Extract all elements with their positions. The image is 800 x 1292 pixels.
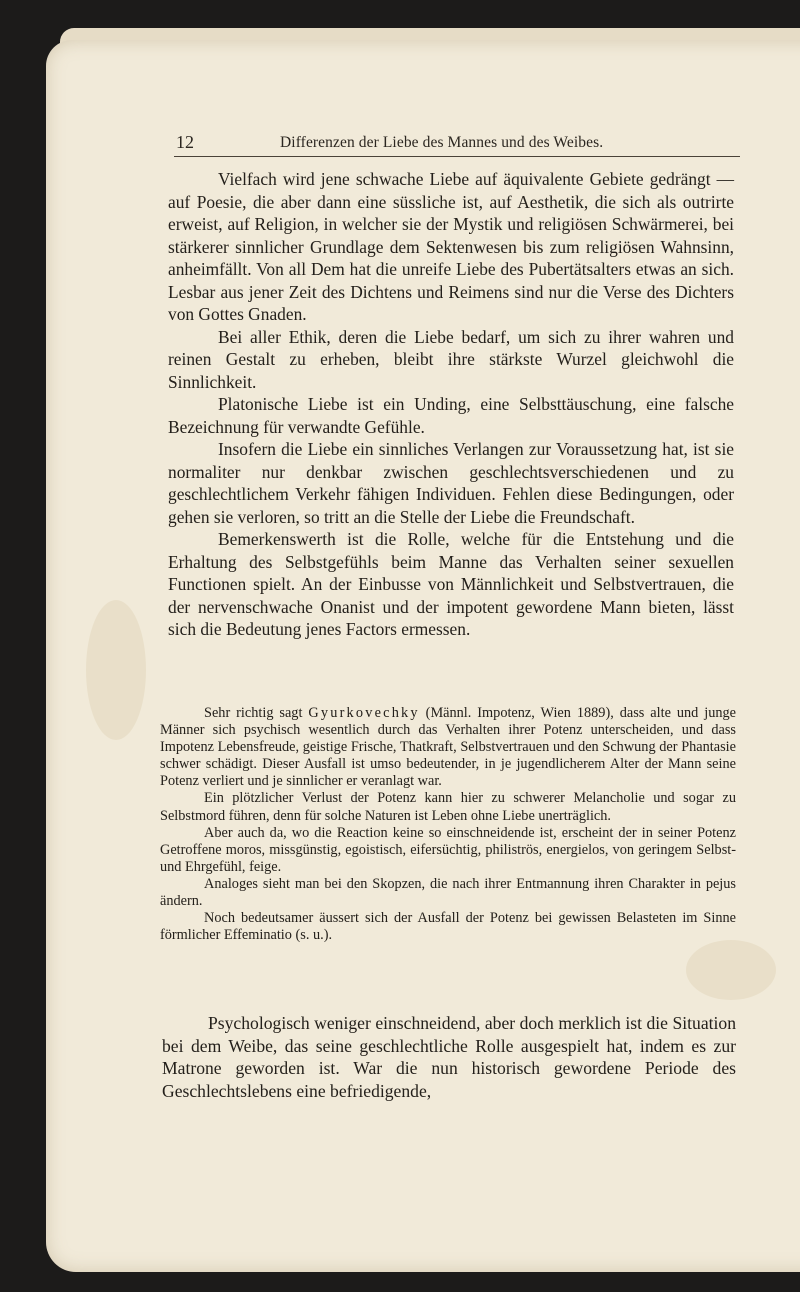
footnote-text: Sehr richtig sagt bbox=[204, 705, 309, 721]
page-number: 12 bbox=[176, 132, 194, 152]
author-name: Gyurkovechky bbox=[308, 705, 420, 721]
body-paragraph: Platonische Liebe ist ein Unding, eine Selbsttäuschung, eine falsche Bezeichnung für verwandte Gefühle. bbox=[168, 394, 734, 437]
body-paragraph: Insofern die Liebe ein sinnliches Verlangen zur Voraussetzung hat, ist sie normaliter nur denkbar zwischen geschlechtsverschiedenen und zu geschlechtlichem Verkehr fähigen Individuen. Fehlen diese Bedingungen, oder gehen sie verloren, so tritt an die Stelle der Liebe die Freundschaft. bbox=[168, 439, 734, 527]
footnote-paragraph: Aber auch da, wo die Reaction keine so einschneidende ist, erscheint der in seiner Potenz Getroffene moros, missgünstig, egoistisch, eifersüchtig, philiströs, energielos, von geringem Selbst- und Ehrgefühl, feige. bbox=[160, 824, 736, 875]
paper-stain bbox=[86, 600, 146, 740]
body-paragraph: Psychologisch weniger einschneidend, aber doch merklich ist die Situation bei dem Weibe, das seine geschlechtliche Rolle ausgespielt hat, indem es zur Matrone geworden ist. War die nun historisch gewordene Periode des Geschlechtslebens eine befriedigende, bbox=[162, 1013, 736, 1101]
running-title: Differenzen der Liebe des Mannes und des Weibes. bbox=[280, 134, 604, 151]
body-paragraph: Bemerkenswerth ist die Rolle, welche für die Entstehung und die Erhaltung des Selbstgefühls beim Manne das Verhalten seiner sexuellen Functionen spielt. An der Einbusse von Männlichkeit und Selbstvertrauen, die der nervenschwache Onanist und der impotent gewordene Mann bieten, lässt sich die Bedeutung jenes Factors ermessen. bbox=[168, 529, 734, 639]
body-paragraph: Vielfach wird jene schwache Liebe auf äquivalente Gebiete gedrängt — auf Poesie, die aber dann eine süssliche ist, auf Aesthetik, die sich als outrirte erweist, auf Religion, in welcher sie der Mystik und religiösen Schwärmerei, bei stärkerer sinnlicher Grundlage dem Sektenwesen bis zum religiösen Wahnsinn, anheimfällt. Von all Dem hat die unreife Liebe des Pubertätsalters etwas an sich. Lesbar aus jener Zeit des Dichtens und Reimens sind nur die Verse des Dichters von Gottes Gnaden. bbox=[168, 169, 734, 324]
paper-stain bbox=[686, 940, 776, 1000]
footnote-paragraph: Analoges sieht man bei den Skopzen, die nach ihrer Entmannung ihren Charakter in pejus ändern. bbox=[160, 875, 736, 910]
body-paragraph: Bei aller Ethik, deren die Liebe bedarf, um sich zu ihrer wahren und reinen Gestalt zu erheben, bleibt ihre stärkste Wurzel gleichwohl die Sinnlichkeit. bbox=[168, 326, 734, 392]
footnote-paragraph: Noch bedeutsamer äussert sich der Ausfall der Potenz bei gewissen Belasteten im Sinne förmlicher Effeminatio (s. u.). bbox=[160, 910, 736, 944]
footnote-paragraph: Ein plötzlicher Verlust der Potenz kann hier zu schwerer Melancholie und sogar zu Selbstmord führen, denn für solche Naturen ist Leben ohne Liebe unerträglich. bbox=[160, 790, 736, 824]
continuation-text-block bbox=[162, 1012, 736, 1102]
page-header bbox=[174, 130, 740, 157]
footnote-paragraph bbox=[160, 705, 736, 790]
footnote-block bbox=[160, 705, 736, 944]
footnote-text: (Männl. Impotenz, Wien 1889), dass alte und junge Männer sich psychisch wesentlich durch das Verhalten ihrer Potenz unterscheiden, und dass Impotenz Lebensfreude, geistige Frische, Thatkraft, Selbstvertrauen und den Schwung der Phantasie schwer schädigt. Dieser Ausfall ist umso bedeutender, in je jugendlicherem Alter der Mann seine Potenz verliert und je sinnlicher er veranlagt war. bbox=[160, 705, 736, 790]
main-text-block bbox=[168, 168, 734, 641]
